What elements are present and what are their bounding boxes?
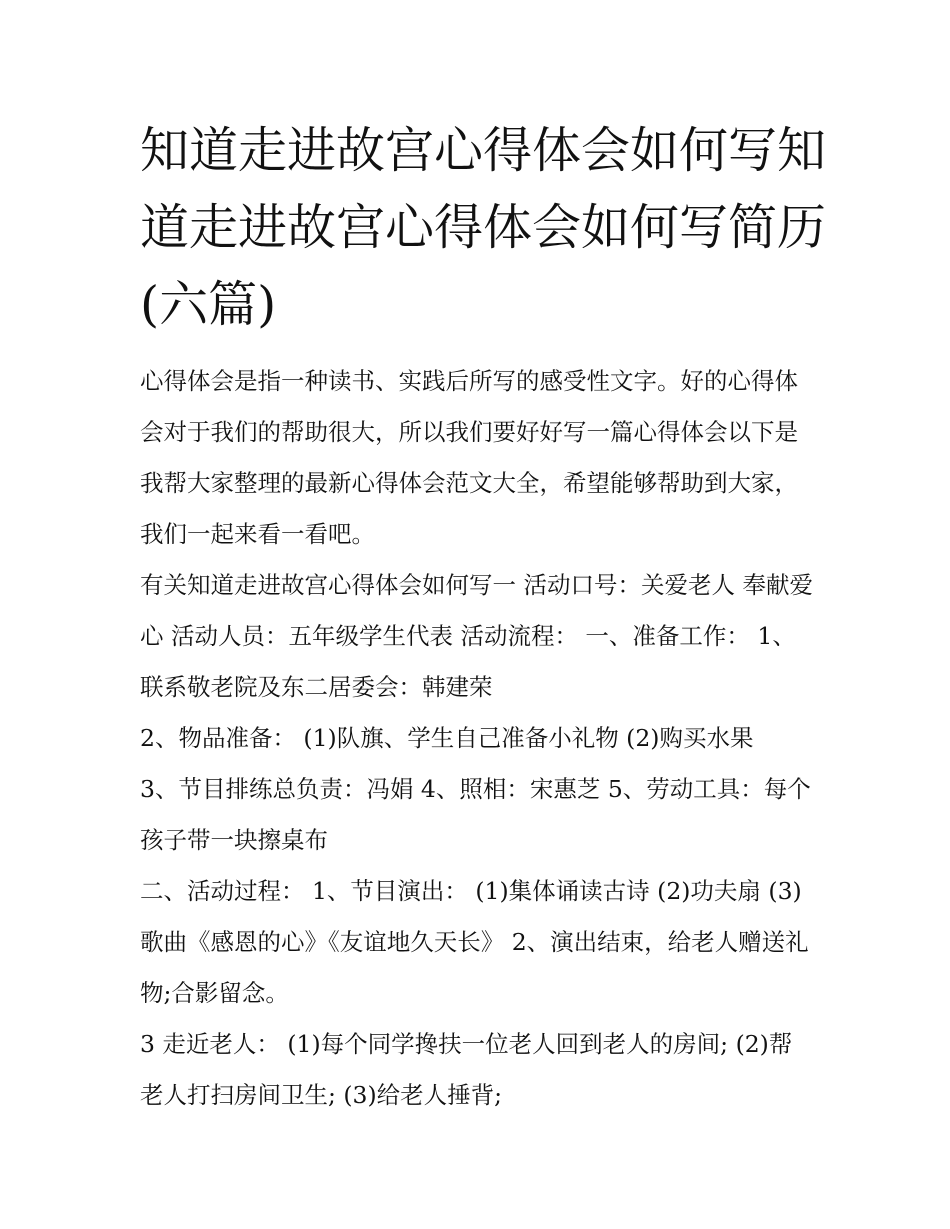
paragraph-item-preparation: 2、物品准备： (1)队旗、学生自己准备小礼物 (2)购买水果 <box>140 724 754 752</box>
paragraph-rehearsal: 3、节目排练总负责：冯娟 4、照相：宋惠芝 5、劳动工具：每个孩子带一块擦桌布 <box>140 775 811 854</box>
document-title: 知道走进故宫心得体会如何写知道走进故宫心得体会如何写简历(六篇) <box>140 122 827 333</box>
paragraph-intro: 心得体会是指一种读书、实践后所写的感受性文字。好的心得体会对于我们的帮助很大，所以我们要好好写一篇心得体会以下是我帮大家整理的最新心得体会范文大全，希望能够帮助到大家，我们一起来看一看吧。 <box>140 367 798 548</box>
paragraph-activity-intro: 有关知道走进故宫心得体会如何写一 活动口号：关爱老人 奉献爱心 活动人员：五年级学生代表 活动流程： 一、准备工作： 1、联系敬老院及东二居委会：韩建荣 <box>140 571 813 701</box>
paragraph-activity-process: 二、活动过程： 1、节目演出： (1)集体诵读古诗 (2)功夫扇 (3)歌曲《感恩的心》《友谊地久天长》 2、演出结束，给老人赠送礼物;合影留念。 <box>140 877 809 1007</box>
paragraph-visit-elders: 3 走近老人： (1)每个同学搀扶一位老人回到老人的房间; (2)帮老人打扫房间卫生; (3)给老人捶背; <box>140 1030 793 1109</box>
document-body <box>140 356 815 1121</box>
